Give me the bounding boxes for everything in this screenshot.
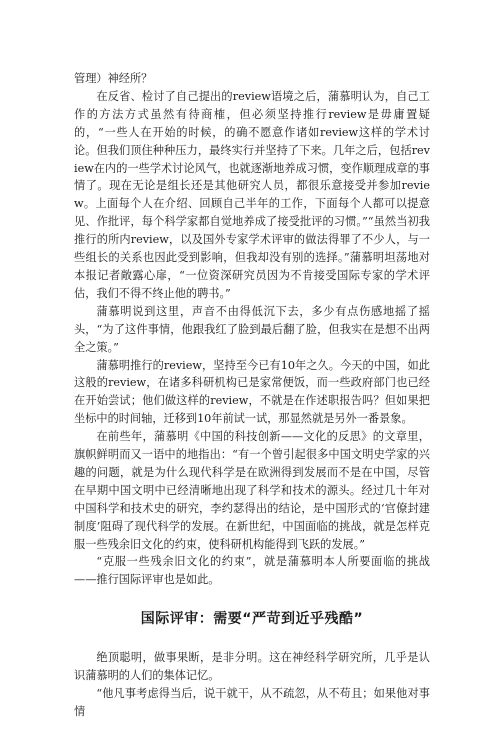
section-heading: 国际评审：需要“严苛到近乎残酷”	[140, 611, 364, 628]
paragraph: 绝顶聪明，做事果断，是非分明。这在神经科学研究所，几乎是认识蒲慕明的人们的集体记忆。	[74, 651, 430, 683]
paragraph: “他凡事考虑得当后，说干就干，从不疏忽，从不苟且；如果他对事情	[74, 687, 430, 718]
paragraph: 蒲慕明推行的review，坚持至今已有10年之久。今天的中国，如此这般的review，在诸多科研机构已是家常便饭，而一些政府部门也已经在开始尝试；他们做这样的review，不就是在作述职报告吗？但如果把坐标中的时间轴，迁移到10年前试一试，那显然就是另外一番景象。	[74, 358, 430, 426]
paragraph-continuation: 管理）神经所？	[74, 72, 153, 85]
document-page	[74, 70, 430, 721]
paragraph: 在前些年，蒲慕明《中国的科技创新——文化的反思》的文章里，旗帜鲜明而又一语中的地指出：“有一个曾引起很多中国文明史学家的兴趣的问题，就是为什么现代科学是在欧洲得到发展而不是在中国，尽管在早期中国文明中已经清晰地出现了科学和技术的源头。经过几十年对中国科学和技术史的研究，李约瑟得出的结论，是中国形式的‘官僚封建制度’阻碍了现代科学的发展。在新世纪，中国面临的挑战，就是怎样克服一些残余旧文化的约束，使科研机构能得到飞跃的发展。”	[74, 430, 430, 551]
paragraph: 蒲慕明说到这里，声音不由得低沉下去，多少有点伤感地摇了摇头，“为了这件事情，他跟我红了脸到最后翻了脸，但我实在是想不出两全之策。”	[74, 304, 430, 354]
paragraph: 在反省、检讨了自己提出的review语境之后，蒲慕明认为，自己工作的方法方式虽然有待商榷，但必须坚持推行review是毋庸置疑的，“一些人在开始的时候，的确不愿意作诸如review这样的学术讨论。但我们顶住种种压力，最终实行并坚持了下来。几年之后，包括review在内的一些学术讨论风气，也就逐渐地养成习惯，变作顺理成章的事情了。现在无论是组长还是其他研究人员，都很乐意接受并参加review。上面每个人在介绍、回顾自己半年的工作，下面每个人都可以提意见、作批评，每个科学家都自觉地养成了接受批评的习惯。”“虽然当初我推行的所内review，以及国外专家学术评审的做法得罪了不少人，与一些组长的关系也因此受到影响，但我却没有别的选择。”蒲慕明坦荡地对本报记者敞露心扉，“一位资深研究员因为不肯接受国际专家的学术评估，我们不得不终止他的聘书。”	[74, 89, 430, 300]
paragraph: “克服一些残余旧文化的约束”，就是蒲慕明本人所要面临的挑战——推行国际评审也是如此。	[74, 555, 430, 587]
